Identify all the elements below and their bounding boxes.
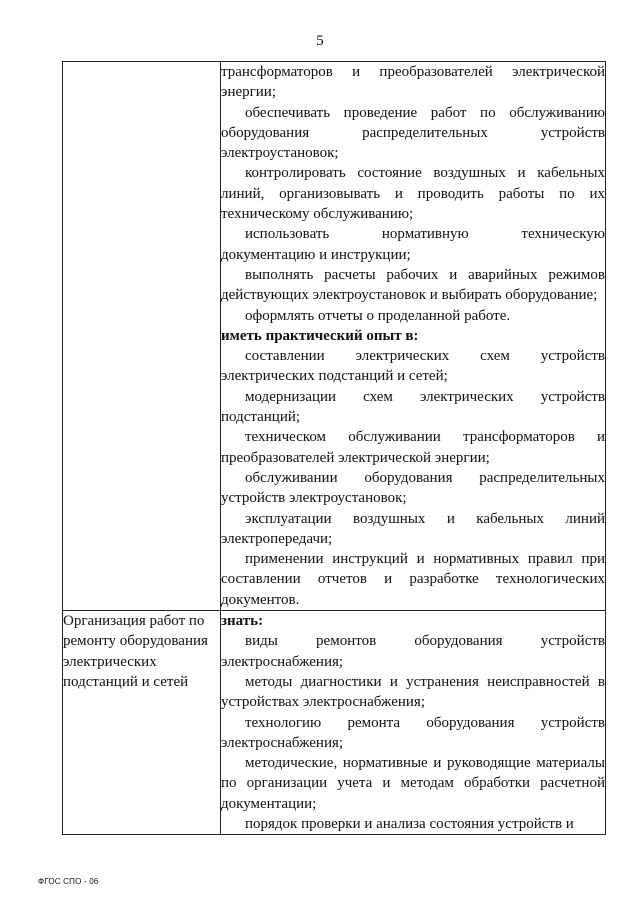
experience-item: эксплуатации воздушных и кабельных линий электропередачи;: [221, 510, 605, 547]
skill-item: обеспечивать проведение работ по обслуживанию оборудования распределительных устройств электроустановок;: [221, 104, 605, 162]
section-heading-knowledge: знать:: [221, 613, 264, 630]
knowledge-item: порядок проверки и анализа состояния устройств и: [245, 815, 574, 832]
knowledge-item: методические, нормативные и руководящие материалы по организации учета и методам обработки расчетной документации;: [221, 755, 605, 812]
activity-cell-empty: [63, 62, 221, 611]
page-number: 5: [316, 33, 324, 49]
knowledge-item: технологию ремонта оборудования устройств электроснабжения;: [221, 714, 605, 751]
table-row: [63, 62, 606, 611]
skill-item: использовать нормативную техническую документацию и инструкции;: [221, 226, 605, 263]
footer-code: ФГОС СПО - 06: [38, 877, 99, 886]
competency-table: [62, 61, 606, 835]
knowledge-item: виды ремонтов оборудования устройств электроснабжения;: [221, 633, 605, 670]
skill-item: выполнять расчеты рабочих и аварийных режимов действующих электроустановок и выбирать оборудование;: [221, 266, 605, 304]
experience-item: техническом обслуживании трансформаторов и преобразователей электрической энергии;: [221, 429, 605, 466]
experience-item: обслуживании оборудования распределительных устройств электроустановок;: [221, 469, 605, 507]
table-row: [63, 611, 606, 835]
requirements-cell: [221, 62, 606, 611]
experience-item: модернизации схем электрических устройств подстанций;: [221, 388, 605, 426]
section-heading-experience: иметь практический опыт в:: [221, 327, 419, 344]
requirements-cell: [221, 611, 606, 835]
skill-item: контролировать состояние воздушных и кабельных линий, организовывать и проводить работы по их техническому обслуживанию;: [221, 165, 605, 223]
skill-item: трансформаторов и преобразователей электрической энергии;: [221, 64, 605, 101]
skill-item: оформлять отчеты о проделанной работе.: [245, 307, 511, 324]
knowledge-item: методы диагностики и устранения неисправностей в устройствах электроснабжения;: [221, 673, 605, 711]
experience-item: составлении электрических схем устройств электрических подстанций и сетей;: [221, 348, 605, 385]
experience-item: применении инструкций и нормативных правил при составлении отчетов и разработке технологических документов.: [221, 551, 605, 608]
activity-cell: Организация работ по ремонту оборудования электрических подстанций и сетей: [63, 611, 221, 835]
